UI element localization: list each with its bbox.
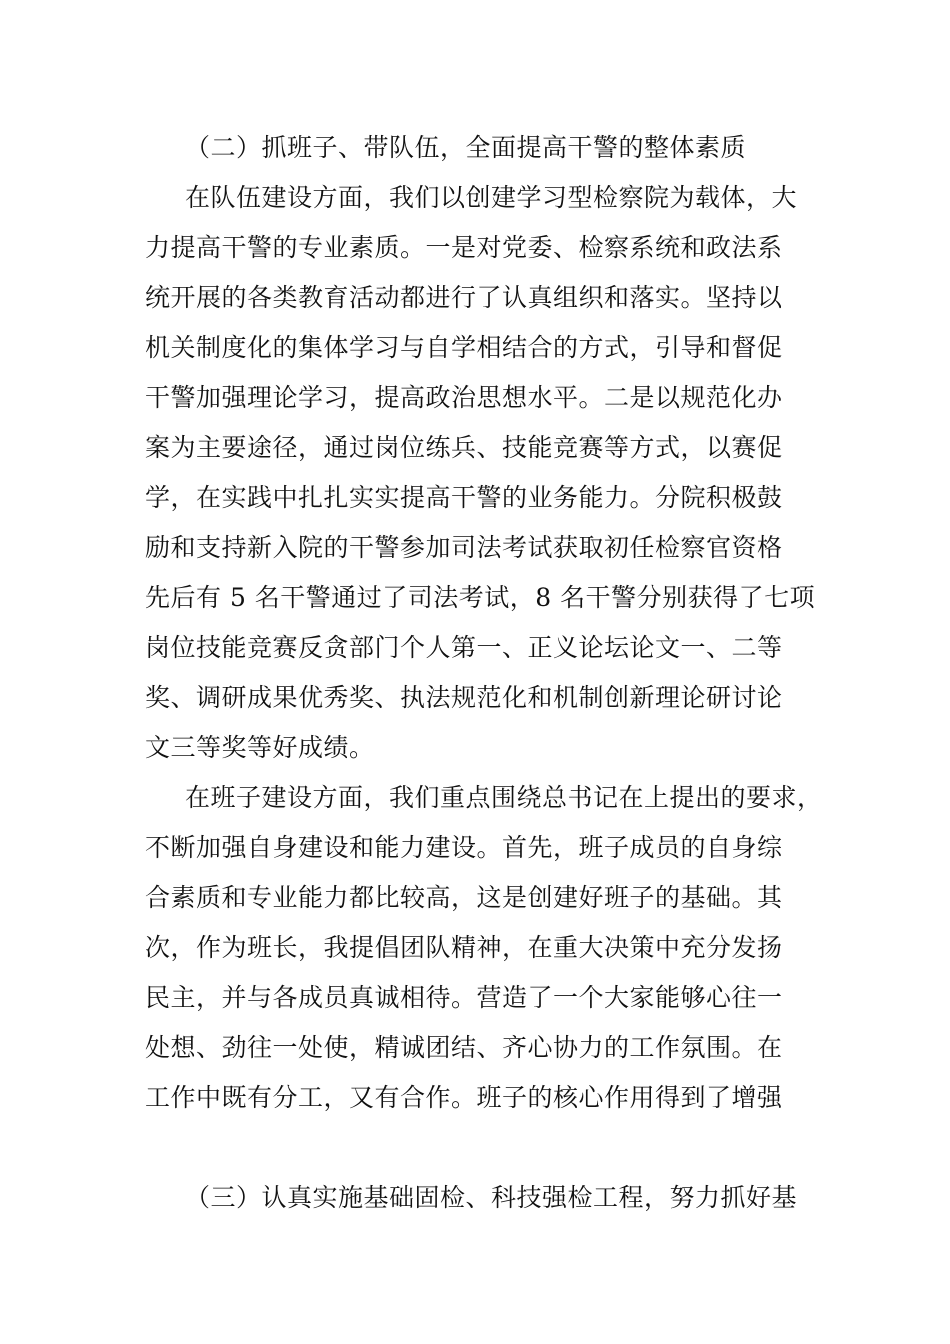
paragraph-line: 励和支持新入院的干警参加司法考试获取初任检察官资格 <box>145 533 783 562</box>
paragraph-line: 文三等奖等好成绩。 <box>145 733 375 762</box>
paragraph-line: 处想、劲往一处使，精诚团结、齐心协力的工作氛围。在 <box>145 1033 783 1062</box>
paragraph-line: 案为主要途径，通过岗位练兵、技能竞赛等方式，以赛促 <box>145 433 783 462</box>
paragraph-line: 次，作为班长，我提倡团队精神，在重大决策中充分发扬 <box>145 933 783 962</box>
paragraph-line: 岗位技能竞赛反贪部门个人第一、正义论坛论文一、二等 <box>145 633 783 662</box>
paragraph-line: 先后有 5 名干警通过了司法考试，8 名干警分别获得了七项 <box>145 583 816 612</box>
paragraph-line: 学，在实践中扎扎实实提高干警的业务能力。分院积极鼓 <box>145 483 783 512</box>
paragraph-line: 奖、调研成果优秀奖、执法规范化和机制创新理论研讨论 <box>145 683 783 712</box>
paragraph-line: 工作中既有分工，又有合作。班子的核心作用得到了增强 <box>145 1083 783 1112</box>
paragraph-line: 力提高干警的专业素质。一是对党委、检察系统和政法系 <box>145 233 783 262</box>
paragraph-line: 在班子建设方面，我们重点围绕总书记在上提出的要求， <box>185 783 823 812</box>
paragraph-line: 机关制度化的集体学习与自学相结合的方式，引导和督促 <box>145 333 783 362</box>
paragraph-line: 民主，并与各成员真诚相待。营造了一个大家能够心往一 <box>145 983 783 1012</box>
section-heading-2: （二）抓班子、带队伍，全面提高干警的整体素质 <box>185 133 747 162</box>
paragraph-line: 干警加强理论学习，提高政治思想水平。二是以规范化办 <box>145 383 783 412</box>
section-heading-3: （三）认真实施基础固检、科技强检工程，努力抓好基 <box>185 1183 798 1212</box>
paragraph-line: 合素质和专业能力都比较高，这是创建好班子的基础。其 <box>145 883 783 912</box>
paragraph-line: 不断加强自身建设和能力建设。首先，班子成员的自身综 <box>145 833 783 862</box>
paragraph-line: 统开展的各类教育活动都进行了认真组织和落实。坚持以 <box>145 283 783 312</box>
paragraph-line: 在队伍建设方面，我们以创建学习型检察院为载体，大 <box>185 183 798 212</box>
